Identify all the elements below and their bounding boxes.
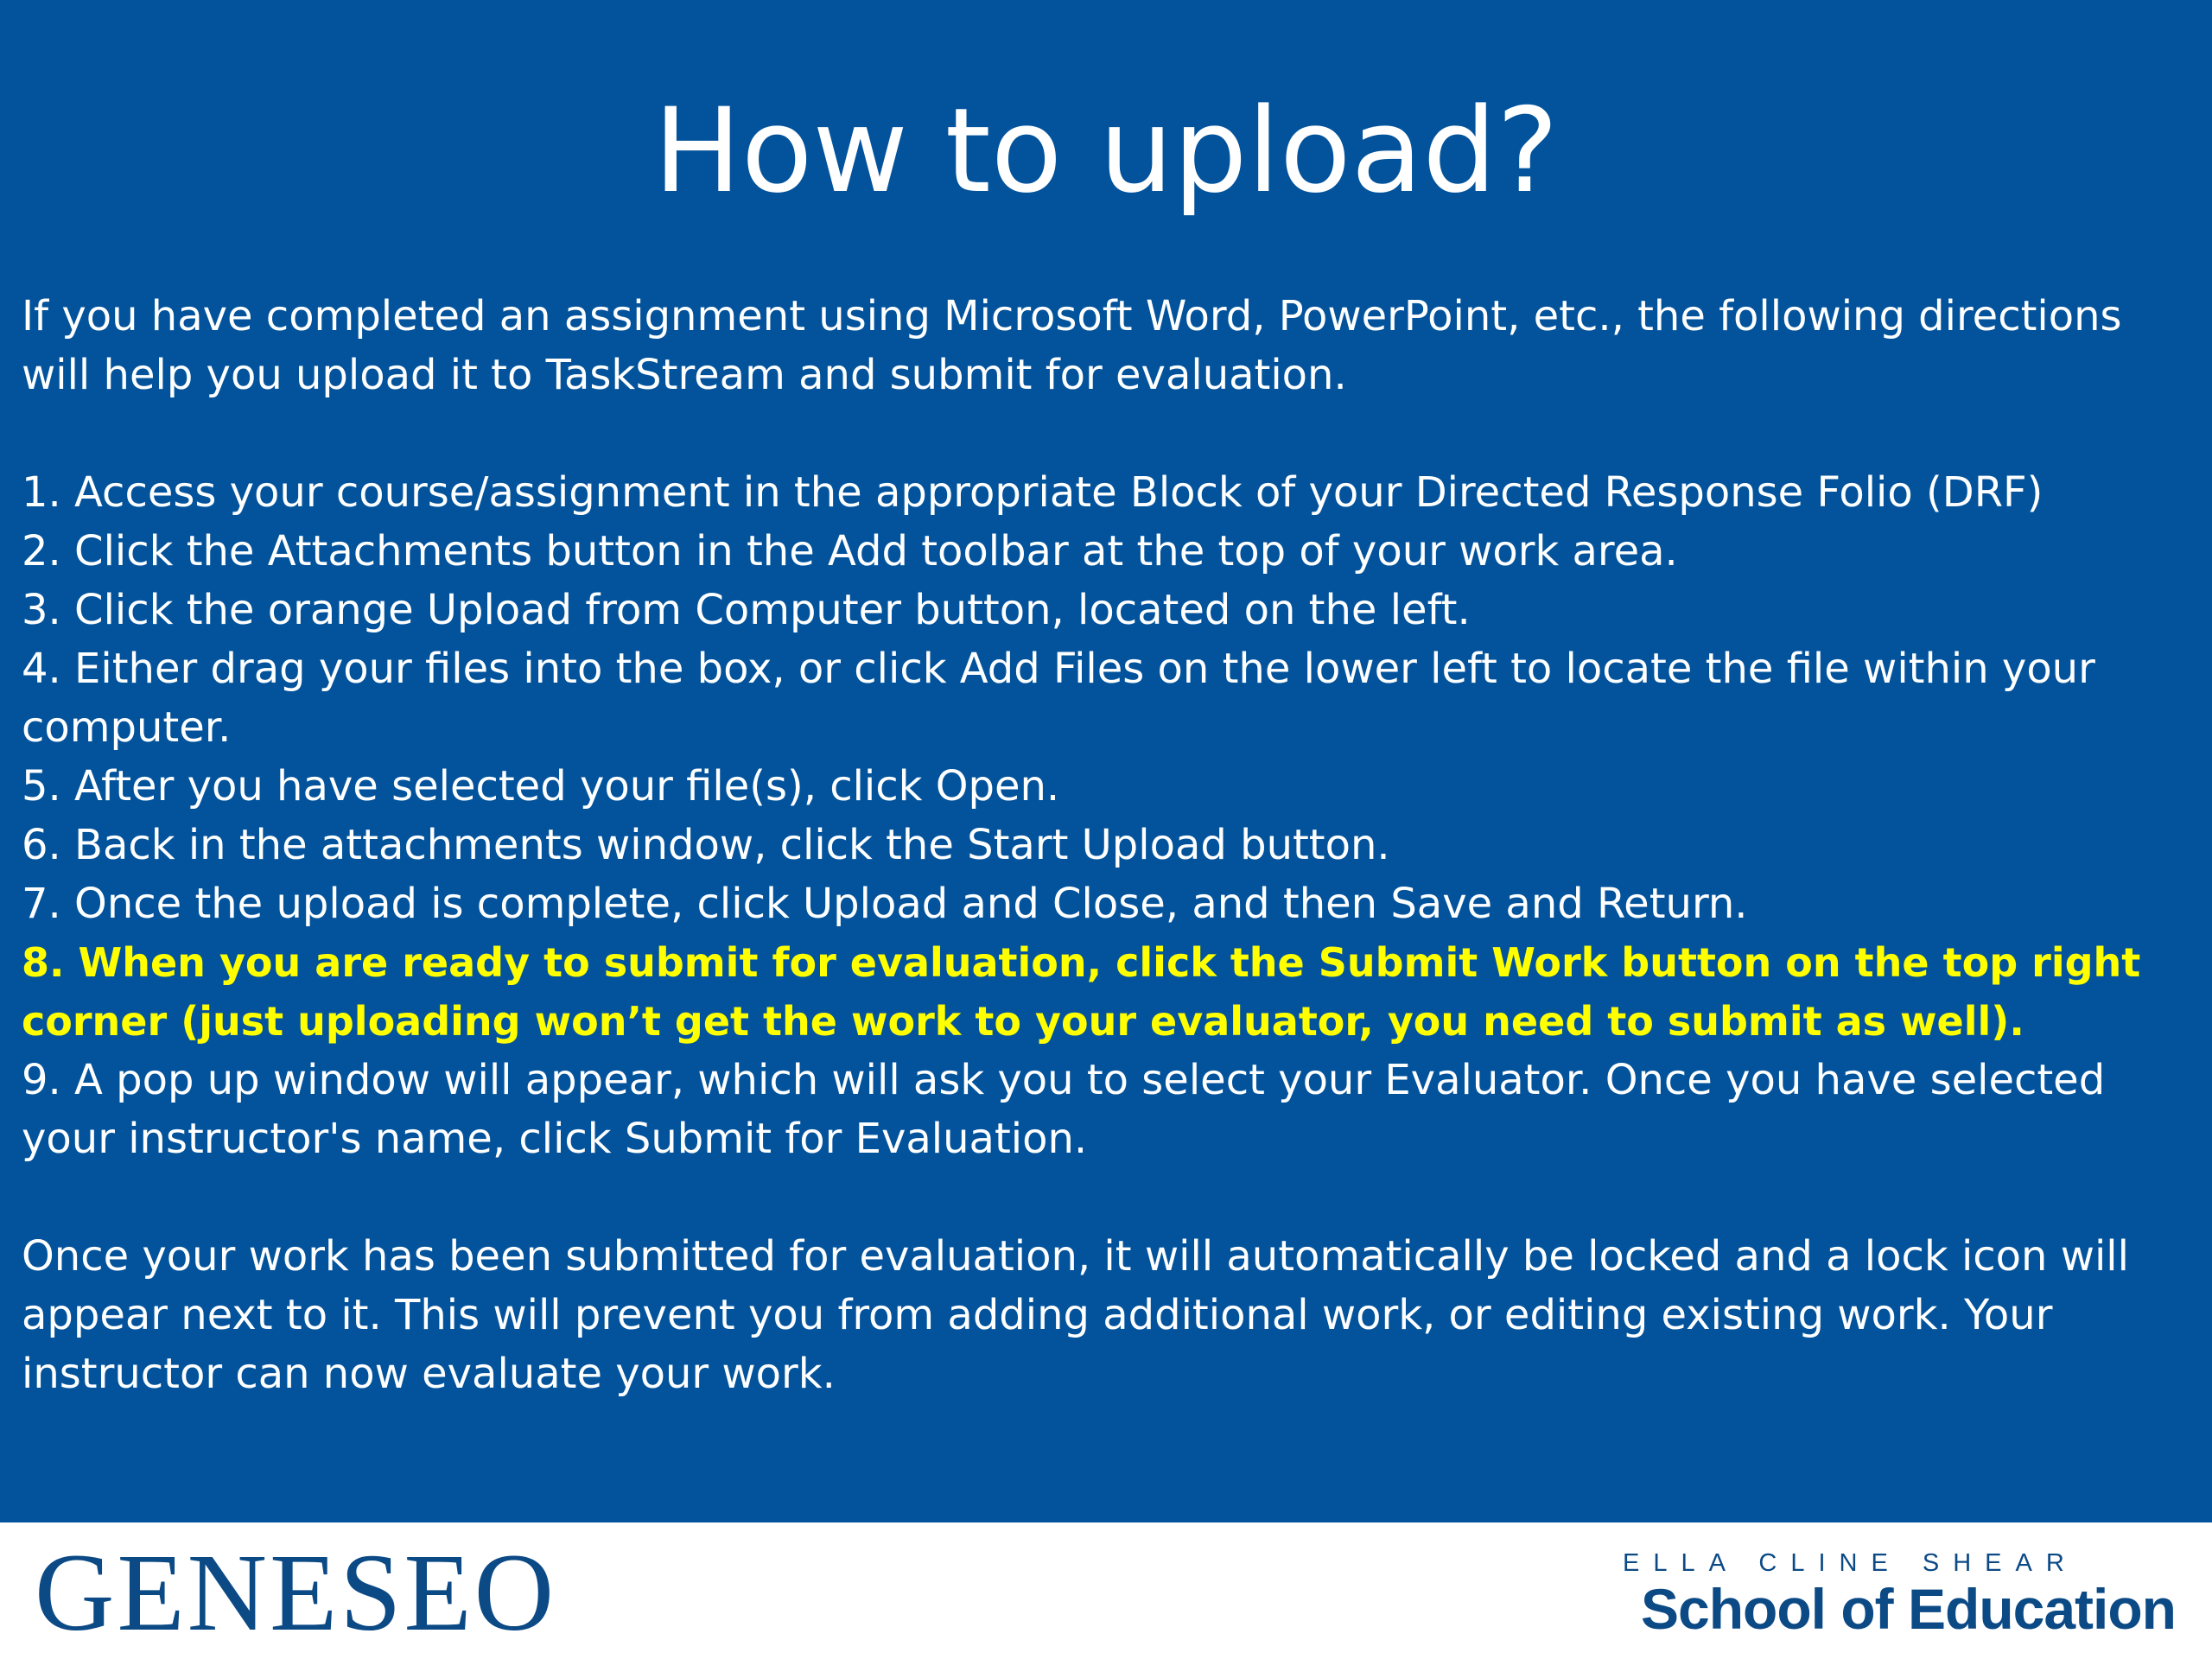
step-7: 7. Once the upload is complete, click Upload and Close, and then Save and Return. xyxy=(22,880,1748,928)
slide-title: How to upload? xyxy=(653,83,1559,219)
step-5: 5. After you have selected your file(s), click Open. xyxy=(22,762,1060,810)
step-9: 9. A pop up window will appear, which will ask you to select your Evaluator. Once you have selected your instructor's name, click Submit for Evaluation. xyxy=(22,1056,2106,1163)
paragraph-spacer xyxy=(22,404,2199,463)
paragraph-spacer xyxy=(22,1168,2199,1227)
instructions-body xyxy=(22,287,2199,1403)
step-8-highlighted: 8. When you are ready to submit for evaluation, click the Submit Work button on the top right corner (just uploading won’t get the work to your evaluator, you need to submit as well). xyxy=(22,939,2141,1045)
intro-paragraph: If you have completed an assignment using Microsoft Word, PowerPoint, etc., the following directions will help you upload it to TaskStream and submit for evaluation. xyxy=(22,292,2122,399)
step-1: 1. Access your course/assignment in the appropriate Block of your Directed Response Folio (DRF) xyxy=(22,468,2044,517)
geneseo-logo: GENESEO xyxy=(35,1531,557,1654)
step-6: 6. Back in the attachments window, click the Start Upload button. xyxy=(22,821,1390,869)
step-2: 2. Click the Attachments button in the Add toolbar at the top of your work area. xyxy=(22,527,1678,575)
step-3: 3. Click the orange Upload from Computer button, located on the left. xyxy=(22,586,1471,634)
step-4: 4. Either drag your files into the box, or click Add Files on the lower left to locate the file within your computer. xyxy=(22,645,2095,752)
logo-subtitle: ELLA CLINE SHEAR xyxy=(1623,1549,2078,1577)
logo-title: School of Education xyxy=(1641,1577,2176,1641)
closing-paragraph: Once your work has been submitted for evaluation, it will automatically be locked and a lock icon will appear next to it. This will prevent you from adding additional work, or editing existing work. Your instructor can now evaluate your work. xyxy=(22,1232,2129,1398)
footer-bar xyxy=(0,1522,2212,1659)
school-of-education-logo xyxy=(1623,1548,2176,1640)
